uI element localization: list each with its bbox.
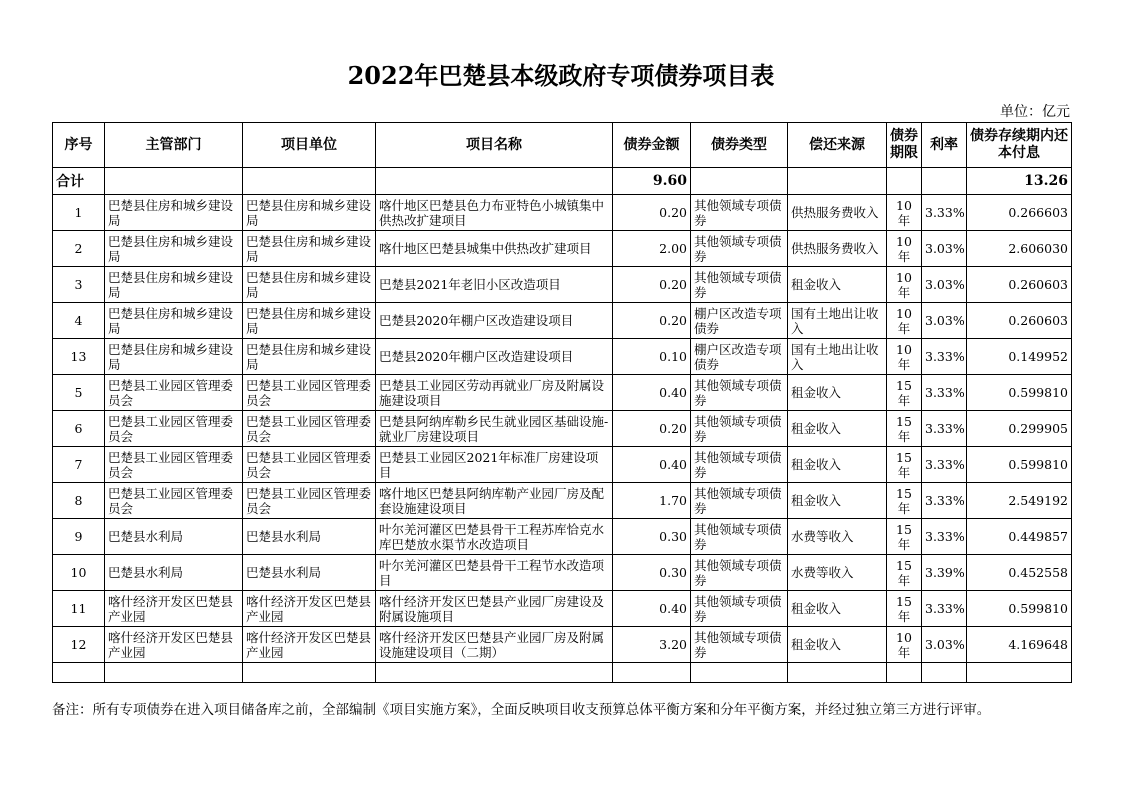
row-repayment: 4.169648 [967,627,1072,663]
row-no: 8 [53,483,105,519]
table-row [53,447,1072,483]
row-term: 15年 [887,411,922,447]
row-rate: 3.03% [922,627,967,663]
row-repayment: 2.549192 [967,483,1072,519]
row-rate: 3.33% [922,375,967,411]
row-amount: 2.00 [613,231,691,267]
row-project-name: 叶尔羌河灌区巴楚县骨干工程苏库恰克水库巴楚放水渠节水改造项目 [376,519,613,555]
row-rate: 3.33% [922,483,967,519]
row-bond-type: 其他领域专项债券 [691,555,788,591]
row-project-name: 喀什地区巴楚县色力布亚特色小城镇集中供热改扩建项目 [376,195,613,231]
row-repayment: 0.266603 [967,195,1072,231]
row-repay-source: 供热服务费收入 [788,195,887,231]
row-rate: 3.03% [922,231,967,267]
row-dept: 巴楚县水利局 [105,555,243,591]
row-amount: 0.20 [613,267,691,303]
row-project-name: 巴楚县阿纳库勒乡民生就业园区基础设施-就业厂房建设项目 [376,411,613,447]
row-dept: 巴楚县住房和城乡建设局 [105,195,243,231]
row-dept: 巴楚县住房和城乡建设局 [105,339,243,375]
row-amount: 0.10 [613,339,691,375]
row-bond-type: 棚户区改造专项债券 [691,339,788,375]
row-no: 11 [53,591,105,627]
row-dept: 巴楚县住房和城乡建设局 [105,231,243,267]
row-rate: 3.33% [922,519,967,555]
row-unit: 巴楚县住房和城乡建设局 [243,267,376,303]
table-row [53,591,1072,627]
row-no: 4 [53,303,105,339]
header-term: 债券期限 [887,123,922,168]
row-bond-type: 棚户区改造专项债券 [691,303,788,339]
row-repay-source: 供热服务费收入 [788,231,887,267]
row-term: 10年 [887,195,922,231]
row-no: 10 [53,555,105,591]
row-repay-source: 租金收入 [788,375,887,411]
row-amount: 0.40 [613,375,691,411]
row-unit: 巴楚县住房和城乡建设局 [243,231,376,267]
row-repayment: 2.606030 [967,231,1072,267]
empty-row [53,663,1072,683]
row-term: 10年 [887,303,922,339]
row-rate: 3.39% [922,555,967,591]
row-unit: 巴楚县工业园区管理委员会 [243,483,376,519]
row-bond-type: 其他领域专项债券 [691,195,788,231]
row-repay-source: 租金收入 [788,591,887,627]
row-project-name: 喀什经济开发区巴楚县产业园厂房建设及附属设施项目 [376,591,613,627]
row-dept: 巴楚县工业园区管理委员会 [105,447,243,483]
row-term: 10年 [887,267,922,303]
row-project-name: 喀什地区巴楚县城集中供热改扩建项目 [376,231,613,267]
total-amount: 9.60 [613,168,691,195]
row-term: 10年 [887,339,922,375]
row-rate: 3.33% [922,195,967,231]
row-project-name: 叶尔羌河灌区巴楚县骨干工程节水改造项目 [376,555,613,591]
row-amount: 0.30 [613,519,691,555]
row-dept: 巴楚县工业园区管理委员会 [105,483,243,519]
row-repayment: 0.599810 [967,591,1072,627]
table-row [53,339,1072,375]
row-repay-source: 水费等收入 [788,555,887,591]
row-no: 13 [53,339,105,375]
header-amount: 债券金额 [613,123,691,168]
row-amount: 0.40 [613,591,691,627]
row-bond-type: 其他领域专项债券 [691,231,788,267]
row-project-name: 巴楚县2020年棚户区改造建设项目 [376,339,613,375]
total-label: 合计 [53,168,105,195]
row-dept: 巴楚县工业园区管理委员会 [105,411,243,447]
row-amount: 0.40 [613,447,691,483]
row-bond-type: 其他领域专项债券 [691,483,788,519]
row-unit: 巴楚县水利局 [243,555,376,591]
row-dept: 巴楚县住房和城乡建设局 [105,267,243,303]
row-bond-type: 其他领域专项债券 [691,375,788,411]
row-rate: 3.03% [922,303,967,339]
table-row [53,303,1072,339]
header-dept: 主管部门 [105,123,243,168]
header-rate: 利率 [922,123,967,168]
table-row [53,231,1072,267]
row-term: 15年 [887,591,922,627]
row-repayment: 0.149952 [967,339,1072,375]
row-bond-type: 其他领域专项债券 [691,627,788,663]
row-amount: 1.70 [613,483,691,519]
footnote: 备注：所有专项债券在进入项目储备库之前，全部编制《项目实施方案》，全面反映项目收支预算总体平衡方案和分年平衡方案，并经过独立第三方进行评审。 [52,702,991,718]
table-row [53,519,1072,555]
table-row [53,411,1072,447]
header-no: 序号 [53,123,105,168]
row-repay-source: 租金收入 [788,267,887,303]
row-term: 15年 [887,519,922,555]
row-rate: 3.33% [922,411,967,447]
row-term: 10年 [887,231,922,267]
row-no: 12 [53,627,105,663]
row-unit: 巴楚县工业园区管理委员会 [243,375,376,411]
row-project-name: 喀什地区巴楚县阿纳库勒产业园厂房及配套设施建设项目 [376,483,613,519]
row-rate: 3.03% [922,267,967,303]
row-amount: 3.20 [613,627,691,663]
row-project-name: 喀什经济开发区巴楚县产业园厂房及附属设施建设项目（二期） [376,627,613,663]
unit-label: 单位：亿元 [1000,104,1070,120]
row-dept: 巴楚县工业园区管理委员会 [105,375,243,411]
header-repay-source: 偿还来源 [788,123,887,168]
row-repayment: 0.299905 [967,411,1072,447]
row-bond-type: 其他领域专项债券 [691,591,788,627]
row-unit: 巴楚县水利局 [243,519,376,555]
row-term: 10年 [887,627,922,663]
row-repayment: 0.449857 [967,519,1072,555]
row-term: 15年 [887,555,922,591]
row-term: 15年 [887,447,922,483]
row-repay-source: 国有土地出让收入 [788,303,887,339]
row-unit: 巴楚县住房和城乡建设局 [243,339,376,375]
row-no: 1 [53,195,105,231]
row-unit: 巴楚县住房和城乡建设局 [243,195,376,231]
row-no: 9 [53,519,105,555]
row-bond-type: 其他领域专项债券 [691,447,788,483]
row-amount: 0.20 [613,411,691,447]
row-unit: 喀什经济开发区巴楚县产业园 [243,627,376,663]
row-repayment: 0.599810 [967,447,1072,483]
row-repayment: 0.599810 [967,375,1072,411]
total-row [53,168,1072,195]
row-repay-source: 租金收入 [788,411,887,447]
table-header-row [53,123,1072,168]
row-repayment: 0.260603 [967,267,1072,303]
table-row [53,555,1072,591]
row-amount: 0.20 [613,303,691,339]
row-no: 2 [53,231,105,267]
header-bond-type: 债券类型 [691,123,788,168]
row-dept: 巴楚县住房和城乡建设局 [105,303,243,339]
row-bond-type: 其他领域专项债券 [691,267,788,303]
row-repay-source: 租金收入 [788,627,887,663]
header-repayment: 债券存续期内还本付息 [967,123,1072,168]
row-project-name: 巴楚县工业园区劳动再就业厂房及附属设施建设项目 [376,375,613,411]
row-dept: 喀什经济开发区巴楚县产业园 [105,627,243,663]
row-unit: 巴楚县工业园区管理委员会 [243,411,376,447]
row-amount: 0.30 [613,555,691,591]
row-term: 15年 [887,483,922,519]
page-title: 2022年巴楚县本级政府专项债券项目表 [347,61,775,90]
table-row [53,627,1072,663]
total-repay: 13.26 [967,168,1072,195]
row-term: 15年 [887,375,922,411]
row-unit: 巴楚县工业园区管理委员会 [243,447,376,483]
row-repay-source: 租金收入 [788,483,887,519]
row-dept: 巴楚县水利局 [105,519,243,555]
table-row [53,267,1072,303]
row-no: 7 [53,447,105,483]
row-no: 5 [53,375,105,411]
row-project-name: 巴楚县工业园区2021年标准厂房建设项目 [376,447,613,483]
bond-project-table [52,122,1072,683]
row-amount: 0.20 [613,195,691,231]
table-row [53,375,1072,411]
row-rate: 3.33% [922,447,967,483]
row-bond-type: 其他领域专项债券 [691,411,788,447]
row-unit: 巴楚县住房和城乡建设局 [243,303,376,339]
row-project-name: 巴楚县2020年棚户区改造建设项目 [376,303,613,339]
row-unit: 喀什经济开发区巴楚县产业园 [243,591,376,627]
row-dept: 喀什经济开发区巴楚县产业园 [105,591,243,627]
header-unit: 项目单位 [243,123,376,168]
row-rate: 3.33% [922,339,967,375]
header-project-name: 项目名称 [376,123,613,168]
table-row [53,195,1072,231]
row-repay-source: 租金收入 [788,447,887,483]
row-repay-source: 水费等收入 [788,519,887,555]
row-rate: 3.33% [922,591,967,627]
row-project-name: 巴楚县2021年老旧小区改造项目 [376,267,613,303]
row-repayment: 0.452558 [967,555,1072,591]
row-repayment: 0.260603 [967,303,1072,339]
table-body [53,168,1072,683]
row-no: 3 [53,267,105,303]
table-row [53,483,1072,519]
row-bond-type: 其他领域专项债券 [691,519,788,555]
row-no: 6 [53,411,105,447]
row-repay-source: 国有土地出让收入 [788,339,887,375]
